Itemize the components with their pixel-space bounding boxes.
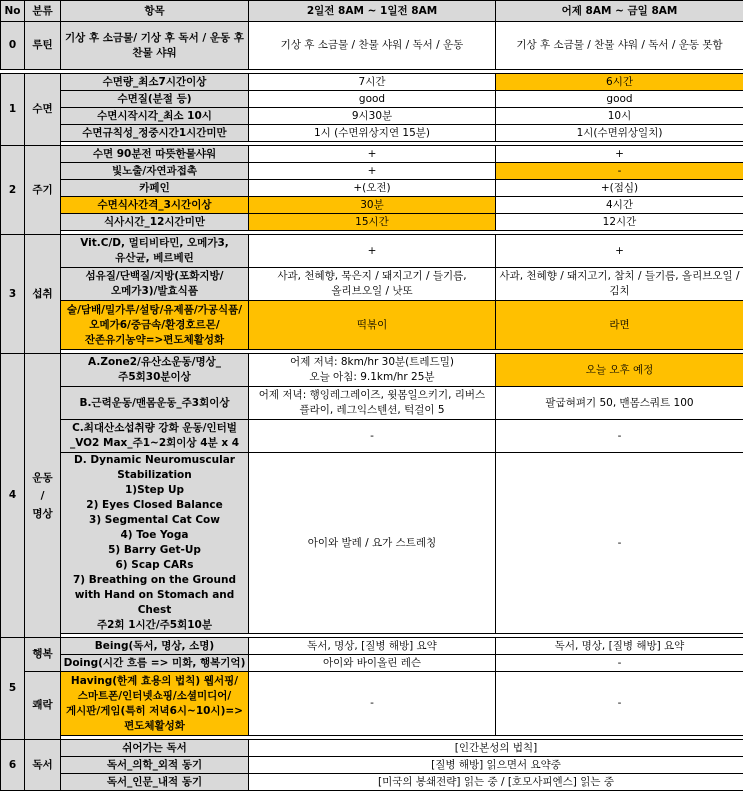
section-no: 6 — [1, 740, 25, 791]
text-line: 오늘 아침: 9.1km/hr 25분 — [251, 370, 493, 385]
item-cell: 독서_인문_내적 동기 — [61, 774, 249, 791]
text-line: 4) Toe Yoga — [63, 528, 246, 543]
section-no: 2 — [1, 146, 25, 235]
section-category: 쾌락 — [25, 672, 61, 740]
item-cell: Vit.C/D, 멀티비타민, 오메가3, 유산균, 베르베린 — [61, 235, 249, 268]
period-1-cell: 30분 — [249, 197, 496, 214]
period-1-cell: 1시 (수면위상지연 15분) — [249, 125, 496, 142]
category-line: 명상 — [27, 505, 58, 523]
text-line: 2) Eyes Closed Balance — [63, 498, 246, 513]
section-category: 루틴 — [25, 22, 61, 70]
period-2-cell: 라면 — [496, 301, 743, 350]
period-1-cell: 아이와 바이올린 레슨 — [249, 655, 496, 672]
text-line: 3) Segmental Cat Cow — [63, 513, 246, 528]
period-2-cell: + — [496, 235, 743, 268]
period-2-cell: 10시 — [496, 108, 743, 125]
item-cell: 식사시간_12시간미만 — [61, 214, 249, 231]
period-1-cell: good — [249, 91, 496, 108]
table-row — [1, 268, 743, 301]
item-cell: Being(독서, 명상, 소명) — [61, 638, 249, 655]
period-1-cell: 사과, 천혜향, 묵은지 / 돼지고기 / 들기름, 올리브오일 / 낫또 — [249, 268, 496, 301]
period-1-cell: + — [249, 235, 496, 268]
period-2-cell: good — [496, 91, 743, 108]
text-line: D. Dynamic Neuromuscular Stabilization — [63, 453, 246, 483]
period-1-cell: 어제 저녁: 행잉레그레이즈, 윗몸일으키기, 리버스 플라이, 레그익스텐션, 턱걸이 5 — [249, 387, 496, 420]
period-1-cell: 독서, 명상, [질병 해방] 요약 — [249, 638, 496, 655]
table-row — [1, 672, 743, 736]
item-cell: 수면식사간격_3시간이상 — [61, 197, 249, 214]
item-cell: 쉬어가는 독서 — [61, 740, 249, 757]
table-row — [1, 655, 743, 672]
period-1-cell: + — [249, 146, 496, 163]
table-row — [1, 91, 743, 108]
period-2-cell: - — [496, 655, 743, 672]
item-cell: C.최대산소섭취량 강화 운동/인터벌_VO2 Max_주1~2회이상 4분 x 4 — [61, 420, 249, 453]
section-category: 독서 — [25, 740, 61, 791]
item-cell: 빛노출/자연과접촉 — [61, 163, 249, 180]
text-line: 6) Scap CARs — [63, 558, 246, 573]
section-no: 5 — [1, 638, 25, 740]
text-line: 5) Barry Get-Up — [63, 543, 246, 558]
period-1-cell — [249, 354, 496, 387]
item-cell: A.Zone2/유산소운동/명상_주5회30분이상 — [61, 354, 249, 387]
period-1-cell: +(오전) — [249, 180, 496, 197]
item-cell: 카페인 — [61, 180, 249, 197]
period-2-cell: 12시간 — [496, 214, 743, 231]
section-no: 1 — [1, 74, 25, 146]
period-2-cell: 6시간 — [496, 74, 743, 91]
period-1-cell: 떡볶이 — [249, 301, 496, 350]
period-2-cell: - — [496, 453, 743, 634]
text-line: 7) Breathing on the Ground with Hand on Stomach and Chest — [63, 573, 246, 618]
item-cell: Having(한계 효용의 법칙) 웹서핑/스마트폰/인터넷쇼핑/소셜미디어/게시판/게임(특히 저녁6시~10시)=>편도체활성화 — [61, 672, 249, 736]
period-1-cell: - — [249, 672, 496, 736]
period-1-cell: + — [249, 163, 496, 180]
table-row — [1, 420, 743, 453]
section-category — [25, 354, 61, 638]
section-category: 수면 — [25, 74, 61, 146]
item-cell: B.근력운동/맨몸운동_주3회이상 — [61, 387, 249, 420]
table-row — [1, 740, 743, 757]
table-row — [1, 638, 743, 655]
table-row — [1, 214, 743, 231]
merged-value-cell: [인간본성의 법칙] — [249, 740, 743, 757]
header-category: 분류 — [25, 1, 61, 22]
period-1-cell: 9시30분 — [249, 108, 496, 125]
table-row — [1, 774, 743, 791]
section-no: 0 — [1, 22, 25, 70]
period-1-cell: - — [249, 420, 496, 453]
category-line: 운동 — [27, 469, 58, 487]
period-2-cell: - — [496, 420, 743, 453]
item-cell: Doing(시간 흐름 => 미화, 행복기억) — [61, 655, 249, 672]
period-1-cell: 아이와 발레 / 요가 스트레칭 — [249, 453, 496, 634]
merged-value-cell: [미국의 봉쇄전략] 읽는 중 / [호모사피엔스] 읽는 중 — [249, 774, 743, 791]
header-row — [1, 1, 743, 22]
period-1-cell: 기상 후 소금물 / 찬물 샤워 / 독서 / 운동 — [249, 22, 496, 70]
item-cell: 수면량_최소7시간이상 — [61, 74, 249, 91]
item-cell: 술/담배/밀가루/설탕/유제품/가공식품/오메가6/중금속/환경호르몬/잔존유기농약=>편도체활성화 — [61, 301, 249, 350]
section-category: 주기 — [25, 146, 61, 235]
item-cell: 독서_의학_외적 동기 — [61, 757, 249, 774]
table-row — [1, 301, 743, 350]
period-2-cell: 사과, 천혜향 / 돼지고기, 참치 / 들기름, 올리브오일 / 김치 — [496, 268, 743, 301]
section-no: 3 — [1, 235, 25, 354]
item-cell: 수면질(분절 등) — [61, 91, 249, 108]
table-row — [1, 180, 743, 197]
table-row — [1, 757, 743, 774]
table-row — [1, 163, 743, 180]
merged-value-cell: [질병 해방] 읽으면서 요약중 — [249, 757, 743, 774]
period-1-cell: 7시간 — [249, 74, 496, 91]
header-period-2: 어제 8AM ~ 금일 8AM — [496, 1, 743, 22]
period-2-cell: 독서, 명상, [질병 해방] 요약 — [496, 638, 743, 655]
period-2-cell: 4시간 — [496, 197, 743, 214]
table-row — [1, 125, 743, 142]
period-2-cell: 팔굽혀펴기 50, 맨몸스쿼트 100 — [496, 387, 743, 420]
table-row — [1, 387, 743, 420]
table-row — [1, 146, 743, 163]
item-cell: 수면시작시각_최소 10시 — [61, 108, 249, 125]
period-2-cell: 오늘 오후 예정 — [496, 354, 743, 387]
header-period-1: 2일전 8AM ~ 1일전 8AM — [249, 1, 496, 22]
table-row — [1, 197, 743, 214]
table-row — [1, 354, 743, 387]
category-line: / — [27, 487, 58, 505]
header-item: 항목 — [61, 1, 249, 22]
text-line: 1)Step Up — [63, 483, 246, 498]
period-2-cell: 기상 후 소금물 / 찬물 샤워 / 독서 / 운동 못함 — [496, 22, 743, 70]
period-1-cell: 15시간 — [249, 214, 496, 231]
table-row — [1, 74, 743, 91]
section-category: 행복 — [25, 638, 61, 672]
item-cell: 섬유질/단백질/지방(포화지방/오메가3)/발효식품 — [61, 268, 249, 301]
table-row — [1, 22, 743, 70]
table-row — [1, 235, 743, 268]
table-row — [1, 108, 743, 125]
item-cell: 수면 90분전 따뜻한물샤워 — [61, 146, 249, 163]
text-line: 어제 저녁: 8km/hr 30분(트레드밀) — [251, 355, 493, 370]
item-cell — [61, 453, 249, 634]
period-2-cell: - — [496, 163, 743, 180]
item-cell: 수면규칙성_정중시간1시간미만 — [61, 125, 249, 142]
section-category: 섭취 — [25, 235, 61, 354]
table-row — [1, 453, 743, 634]
period-2-cell: 1시(수면위상일치) — [496, 125, 743, 142]
section-no: 4 — [1, 354, 25, 638]
period-2-cell: - — [496, 672, 743, 736]
period-2-cell: + — [496, 146, 743, 163]
item-cell: 기상 후 소금물/ 기상 후 독서 / 운동 후 찬물 샤워 — [61, 22, 249, 70]
period-2-cell: +(점심) — [496, 180, 743, 197]
header-no: No — [1, 1, 25, 22]
text-line: 주2회 1시간/주5회10분 — [63, 618, 246, 633]
